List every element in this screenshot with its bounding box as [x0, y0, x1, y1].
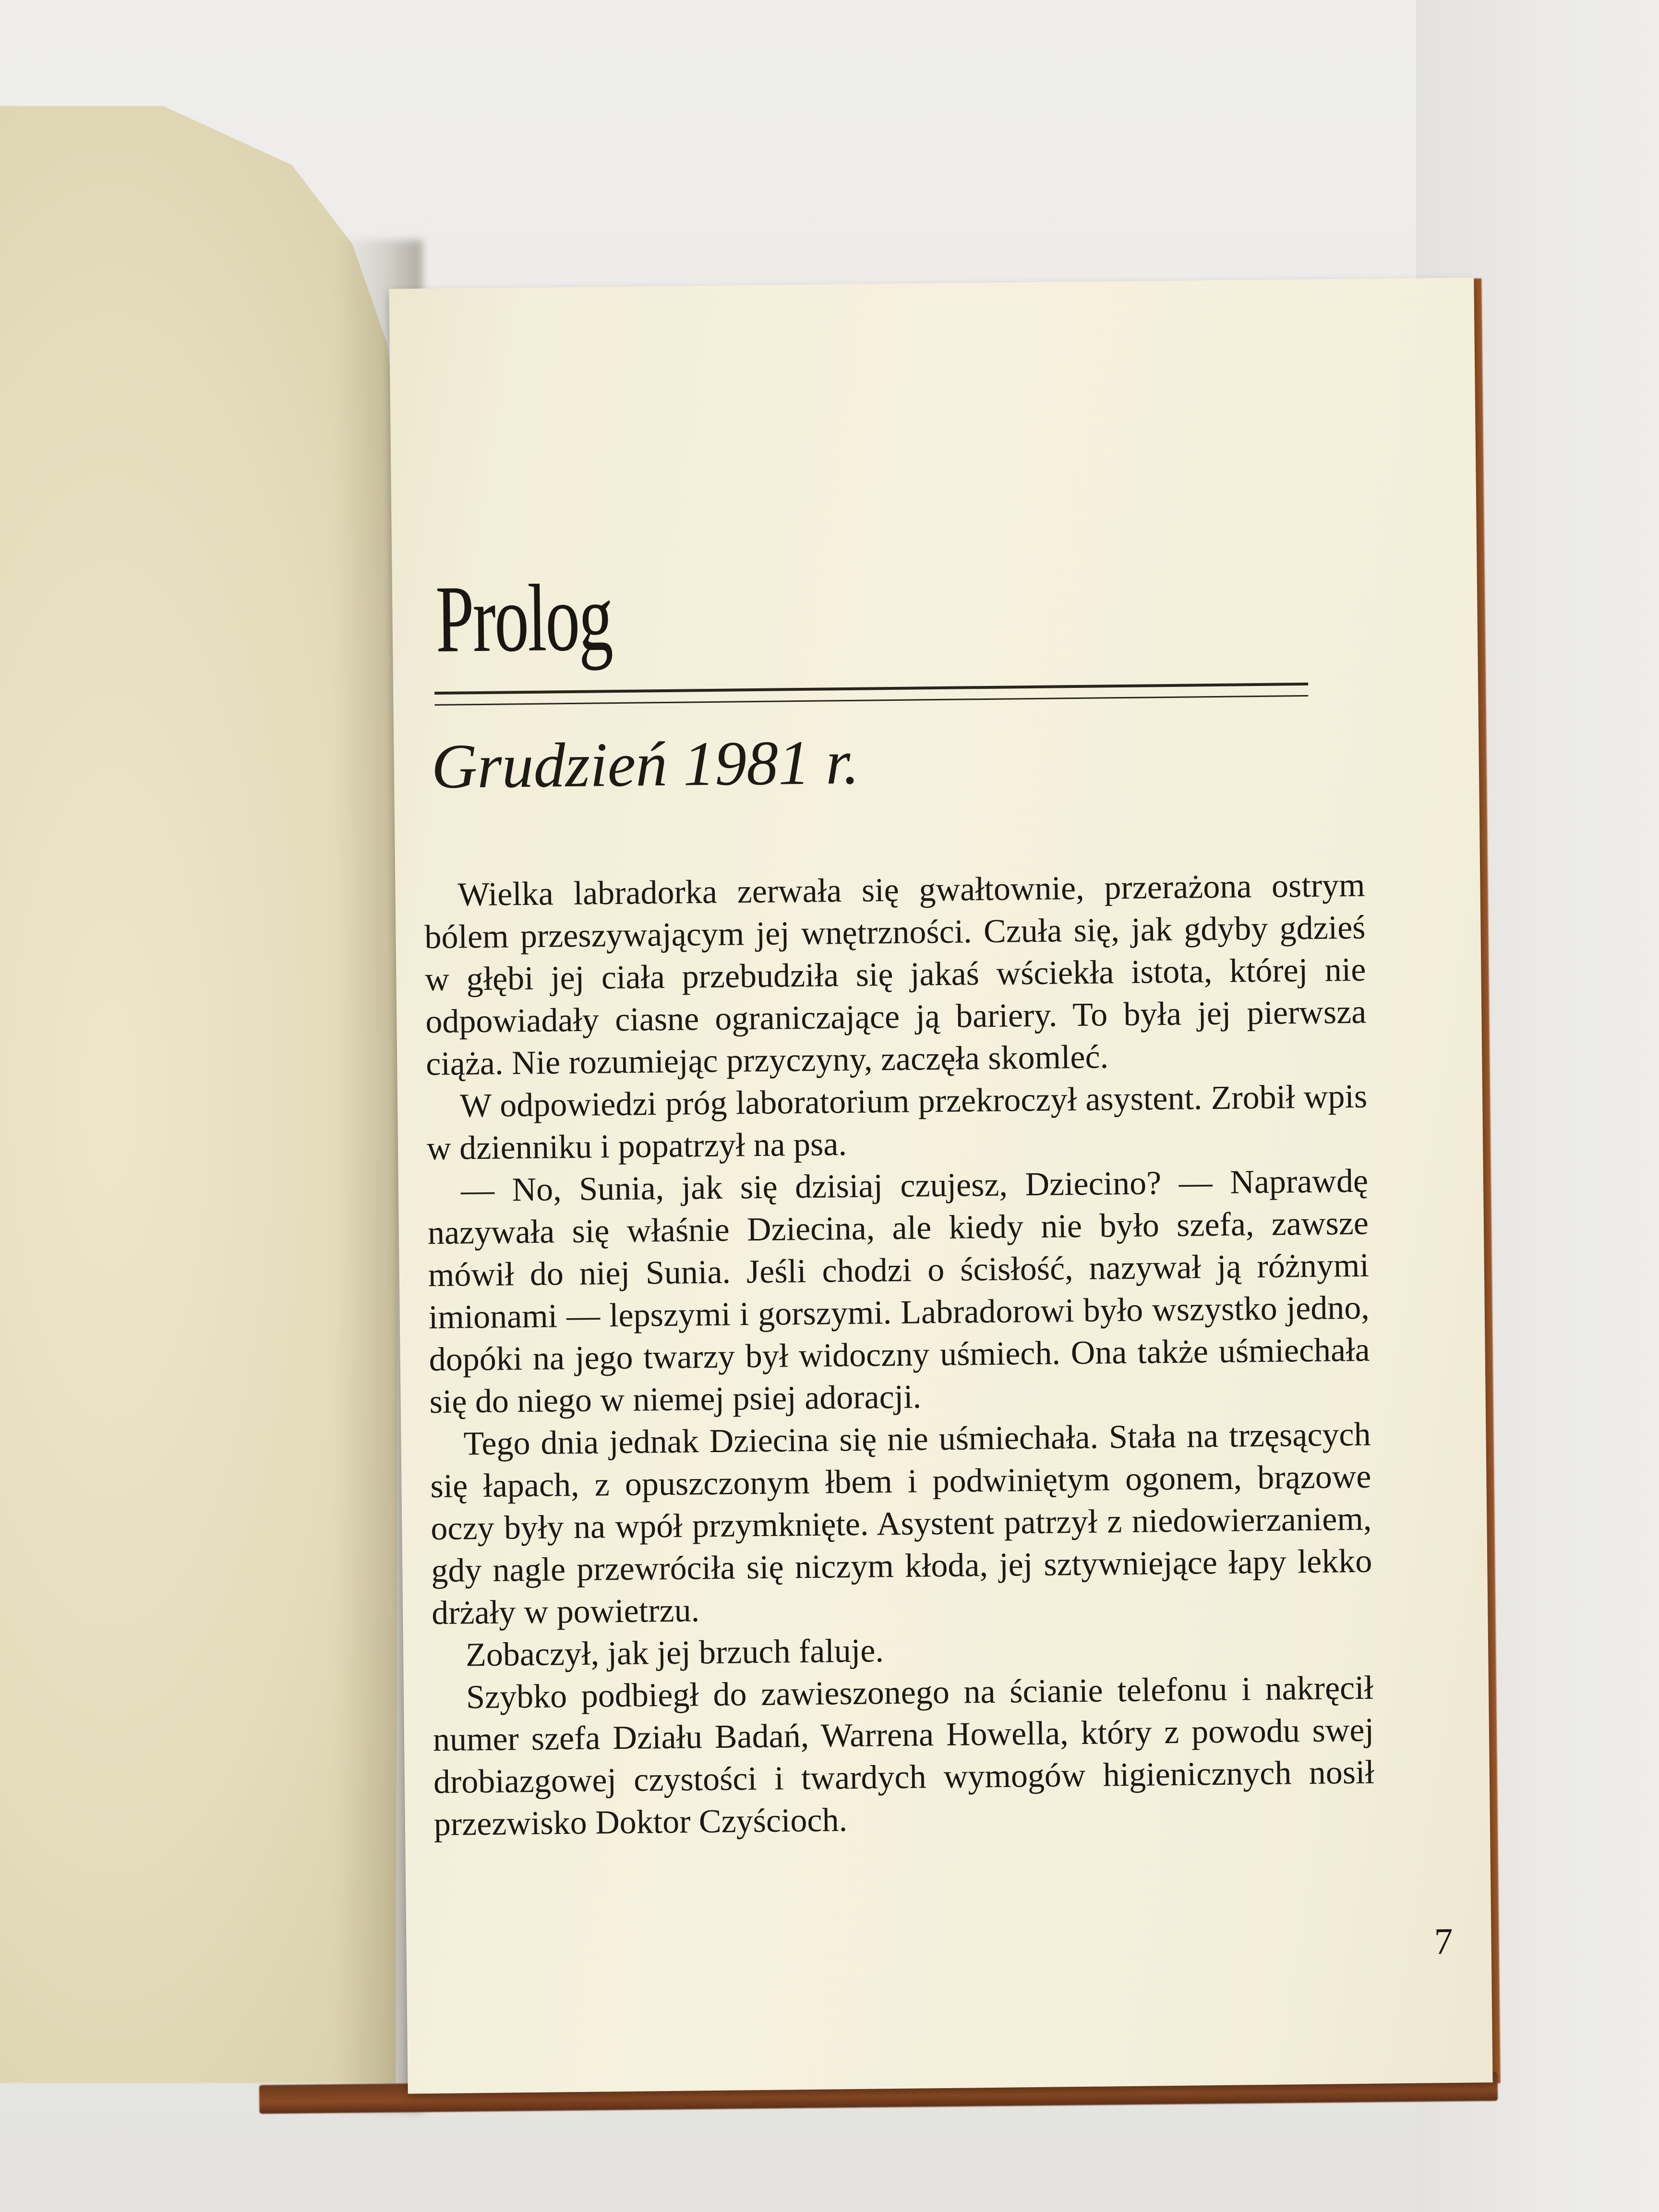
body-text [424, 865, 1375, 1846]
paragraph: Wielka labradorka zerwała się gwałtownie, przerażona ostrym bólem przeszywającym jej wnętrzności. Czuła się, jak gdyby gdzieś w głębi jej ciała przebudziła się jakaś wściekła istota, której nie odpowiadały ciasne ograniczające ją bariery. To była jej pierwsza ciąża. Nie rozumiejąc przyczyny, zaczęła skomleć. [424, 866, 1367, 1083]
paragraph: Szybko podbiegł do zawieszonego na ścianie telefonu i nakręcił numer szefa Działu Badań, Warrena Howella, który z powodu swej drobiazgowej czystości i twardych wymogów higienicznych nosił przezwisko Doktor Czyścioch. [433, 1669, 1375, 1843]
paragraph: W odpowiedzi próg laboratorium przekroczył asystent. Zrobił wpis w dzienniku i popatrzył na psa. [426, 1078, 1368, 1167]
paragraph: Tego dnia jednak Dziecina się nie uśmiechała. Stała na trzęsących się łapach, z opuszczonym łbem i podwiniętym ogonem, brązowe oczy były na wpół przymknięte. Asystent patrzył z niedowierzaniem, gdy nagle przewróciła się niczym kłoda, jej sztywniejące łapy lekko drżały w powietrzu. [430, 1416, 1372, 1632]
title-rule-thick [434, 683, 1308, 695]
paragraph: Zobaczył, jak jej brzuch faluje. [465, 1632, 884, 1674]
page-content [389, 277, 1492, 2093]
chapter-subtitle: Grudzień 1981 r. [431, 726, 860, 802]
right-page [389, 277, 1492, 2093]
chapter-title: Prolog [435, 565, 613, 673]
page-number: 7 [1434, 1920, 1453, 1962]
paragraph: — No, Sunia, jak się dzisiaj czujesz, Dziecino? — Naprawdę nazywała się właśnie Dziecina, ale kiedy nie było szefa, zawsze mówił do niej Sunia. Jeśli chodzi o ścisłość, nazywał ją różnymi imionami — lepszymi i gorszymi. Labradorowi było wszystko jedno, dopóki na jego twarzy był widoczny uśmiech. Ona także uśmiechała się do niego w niemej psiej adoracji. [427, 1162, 1370, 1421]
title-rule-thin [434, 695, 1308, 706]
